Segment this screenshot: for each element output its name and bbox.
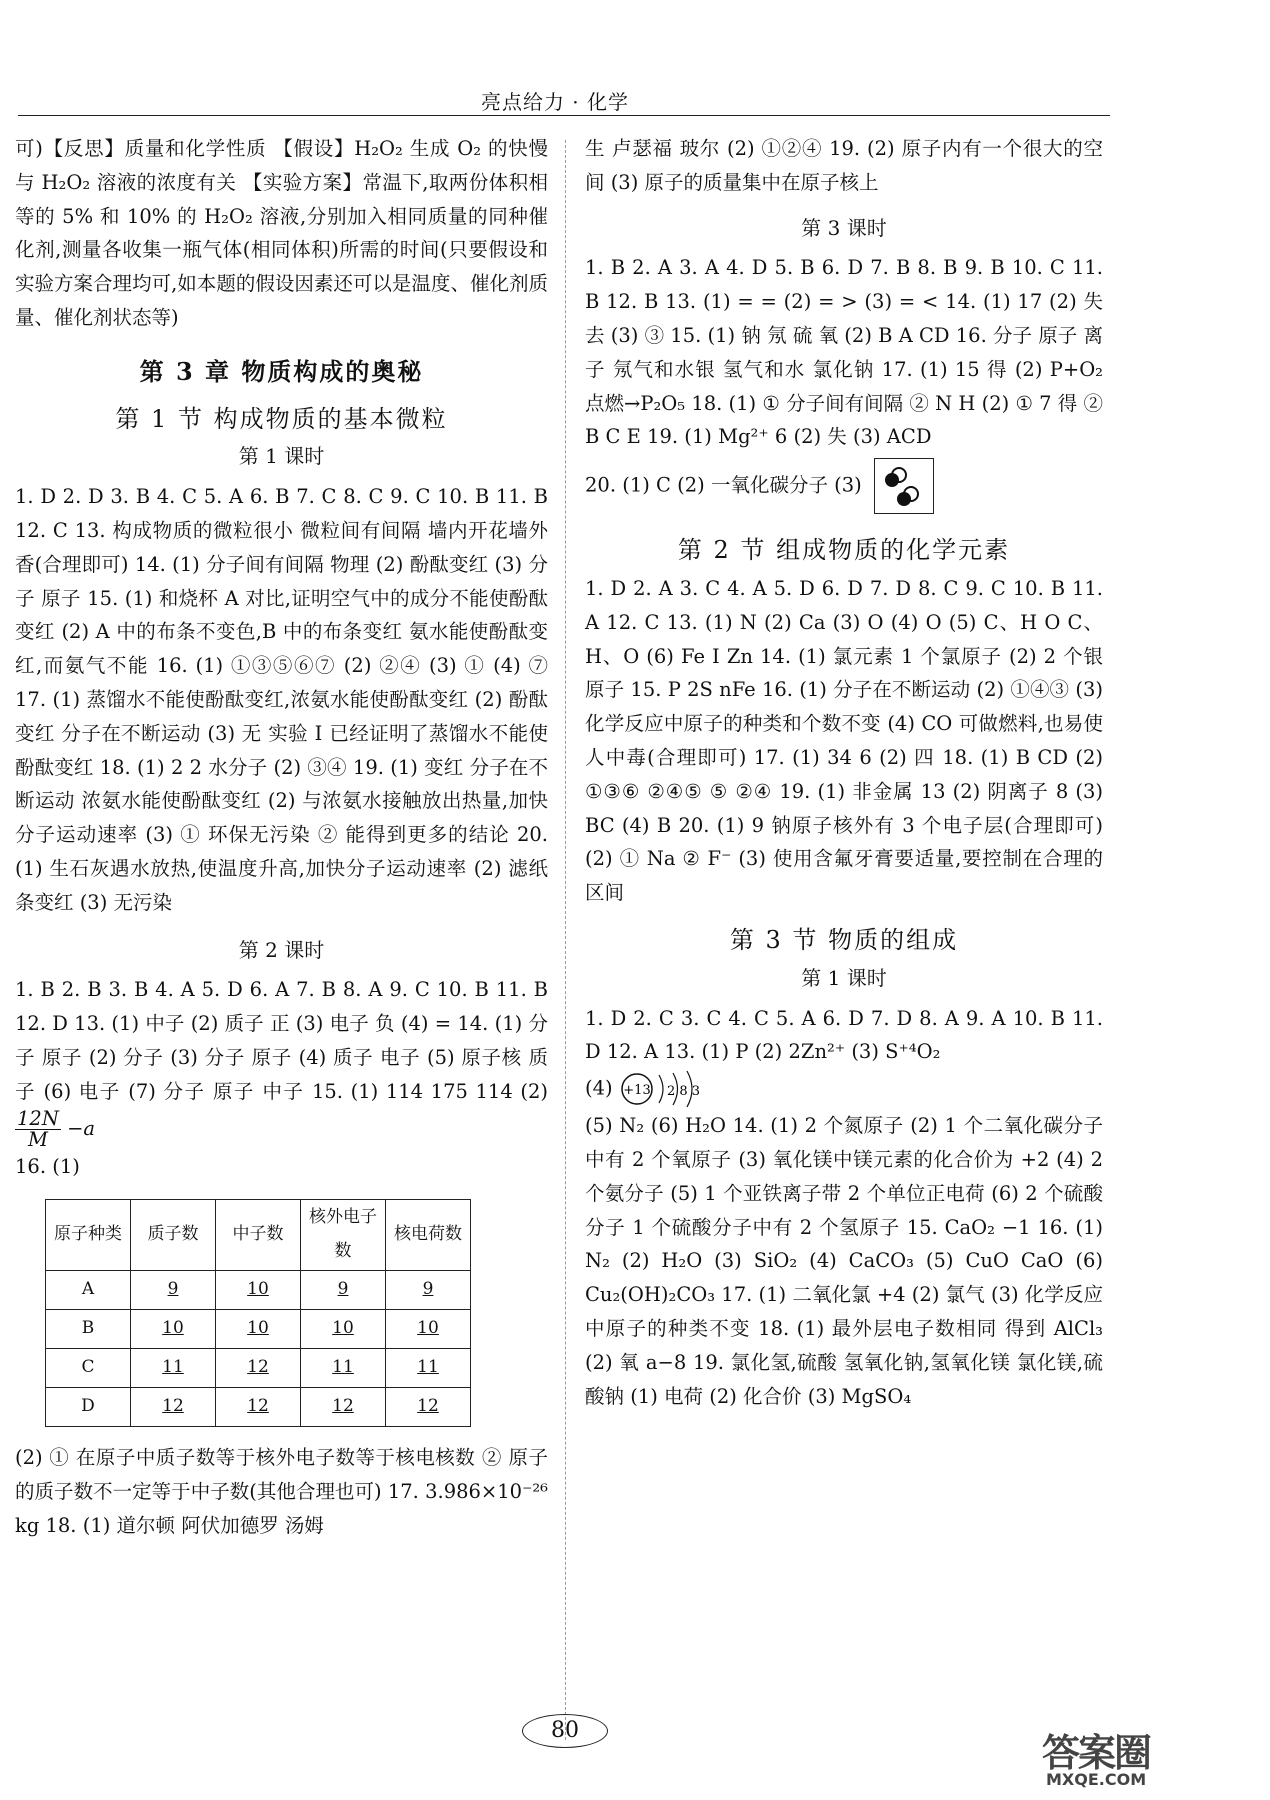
- running-header: 亮点给力 · 化学: [480, 90, 630, 114]
- section3-title: 第 3 节 物质的组成: [729, 925, 959, 954]
- table-row: [46, 1270, 471, 1309]
- table-cell: 10: [216, 1309, 301, 1348]
- table-header-row: [46, 1200, 471, 1271]
- q16-label: 16. (1): [15, 1154, 80, 1178]
- table-cell: 11: [386, 1348, 471, 1387]
- table-cell: 9: [386, 1270, 471, 1309]
- table-row: [46, 1348, 471, 1387]
- atom-table: [45, 1199, 471, 1427]
- table-header: 原子种类: [46, 1200, 131, 1271]
- q20-line: [585, 458, 1103, 514]
- table-cell: 10: [386, 1309, 471, 1348]
- fraction-tail: −a: [67, 1116, 96, 1140]
- table-cell: 12: [301, 1387, 386, 1426]
- section1-title: 第 1 节 构成物质的基本微粒: [115, 404, 448, 433]
- table-cell: 9: [301, 1270, 386, 1309]
- q13-4-label: (4): [585, 1076, 613, 1100]
- fraction-numerator: 12N: [17, 1106, 59, 1130]
- table-cell: 12: [216, 1348, 301, 1387]
- co-molecule-diagram: [874, 458, 934, 514]
- table-cell: 10: [131, 1309, 216, 1348]
- fraction: [15, 1106, 61, 1151]
- lesson2-answers-b: (2) ① 在原子中质子数等于核外电子数等于核电核数 ② 原子的质子数不一定等于中子数(其他合理也可) 17. 3.986×10⁻²⁶ kg 18. (1) 道尔顿 阿伏加德罗 汤姆: [15, 1445, 548, 1537]
- carbon-atom-icon: [885, 473, 899, 487]
- table-row: [46, 1387, 471, 1426]
- table-header: 质子数: [131, 1200, 216, 1271]
- table-header: 中子数: [216, 1200, 301, 1271]
- q20-text: 20. (1) C (2) 一氧化碳分子 (3): [585, 473, 862, 497]
- lesson3-title: 第 3 课时: [801, 215, 887, 240]
- table-header: 核外电子数: [301, 1200, 386, 1271]
- carbon-atom-icon: [897, 492, 911, 506]
- right-column: [585, 132, 1103, 1413]
- chapter-title: 第 3 章 物质构成的奥秘: [139, 356, 424, 386]
- table-cell: D: [46, 1387, 131, 1426]
- atom-structure-line: [585, 1069, 1103, 1109]
- header-rule: [18, 115, 1110, 116]
- fraction-denominator: M: [27, 1127, 48, 1151]
- watermark-url: MXQE.COM: [1046, 1770, 1147, 1789]
- nucleus-label: +13: [623, 1083, 651, 1099]
- table-cell: 12: [216, 1387, 301, 1426]
- table-cell: 11: [301, 1348, 386, 1387]
- section2-title: 第 2 节 组成物质的化学元素: [677, 536, 1011, 565]
- lesson3-answers: 1. B 2. A 3. A 4. D 5. B 6. D 7. B 8. B 9. B 10. C 11. B 12. B 13. (1) = = (2) = > (3) = < 14. (1) 17 (2) 失去 (3) ③ 15. (1) 钠 氖 硫 氧 (2) B A CD 16. 分子 原子 离子 氖气和水银 氢气和水 氯化钠 17. (1) 15 得 (2) P+O₂ 点燃→P₂O₅ 18. (1) ① 分子间有间隔 ② N H (2) ① 7 得 ② B C E 19. (1) Mg²⁺ 6 (2) 失 (3) ACD: [585, 256, 1103, 449]
- watermark-logo: [1042, 1722, 1151, 1789]
- table-cell: 10: [216, 1270, 301, 1309]
- watermark-main: 答案圈: [1042, 1731, 1151, 1775]
- shell-electrons: 2 8 3: [666, 1084, 700, 1100]
- table-cell: 10: [301, 1309, 386, 1348]
- table-cell: 11: [131, 1348, 216, 1387]
- left-column: [15, 132, 548, 1542]
- table-cell: 9: [131, 1270, 216, 1309]
- lesson2-title: 第 2 课时: [238, 937, 325, 962]
- lesson1-answers: 1. D 2. D 3. B 4. C 5. A 6. B 7. C 8. C 9. C 10. B 11. B 12. C 13. 构成物质的微粒很小 微粒间有间隔 墙内开花墙外香(合理即可) 14. (1) 分子间有间隔 物理 (2) 酚酞变红 (3) 分子 原子 15. (1) 和烧杯 A 对比,证明空气中的成分不能使酚酞变红 (2) A 中的布条不变色,B 中的布条变红 氨水能使酚酞变红,而氨气不能 16. (1) ①③⑤⑥⑦ (2) ②④ (3) ① (4) ⑦ 17. (1) 蒸馏水不能使酚酞变红,浓氨水能使酚酞变红 (2) 酚酞变红 分子在不断运动 (3) 无 实验 Ⅰ 已经证明了蒸馏水不能使酚酞变红 18. (1) 2 2 水分子 (2) ③④ 19. (1) 变红 分子在不断运动 浓氨水能使酚酞变红 (2) 与浓氨水接触放出热量,加快分子运动速率 (3) ① 环保无污染 ② 能得到更多的结论 20. (1) 生石灰遇水放热,使温度升高,加快分子运动速率 (2) 滤纸条变红 (3) 无污染: [15, 485, 548, 914]
- right-top-text: 生 卢瑟福 玻尔 (2) ①②④ 19. (2) 原子内有一个很大的空间 (3) 原子的质量集中在原子核上: [585, 137, 1103, 194]
- section3-answers-b: (5) N₂ (6) H₂O 14. (1) 2 个氮原子 (2) 1 个二氧化碳分子中有 2 个氧原子 (3) 氧化镁中镁元素的化合价为 +2 (4) 2 个氨分子 (5) 1 个亚铁离子带 2 个单位正电荷 (6) 2 个硫酸分子 1 个硫酸分子中有 2 个氢原子 15. CaO₂ −1 16. (1) N₂ (2) H₂O (3) SiO₂ (4) CaCO₃ (5) CuO CaO (6) Cu₂(OH)₂CO₃ 17. (1) 二氧化氯 +4 (2) 氯气 (3) 化学反应中原子的种类不变 18. (1) 最外层电子数相同 得到 AlCl₃ (2) 氧 a−8 19. 氯化氢,硫酸 氢氧化钠,氢氧化镁 氯化镁,硫酸钠 (1) 电荷 (2) 化合价 (3) MgSO₄: [585, 1114, 1103, 1408]
- section3-lesson-title: 第 1 课时: [801, 965, 887, 990]
- table-cell: 12: [131, 1387, 216, 1426]
- table-cell: B: [46, 1309, 131, 1348]
- table-cell: C: [46, 1348, 131, 1387]
- intro-text: 可)【反思】质量和化学性质 【假设】H₂O₂ 生成 O₂ 的快慢与 H₂O₂ 溶液的浓度有关 【实验方案】常温下,取两份体积相等的 5% 和 10% 的 H₂O₂ 溶液,分别加入相同质量的同种催化剂,测量各收集一瓶气体(相同体积)所需的时间(只要假设和实验方案合理均可,如本题的假设因素还可以是温度、催化剂质量、催化剂状态等): [15, 137, 548, 329]
- table-cell: A: [46, 1270, 131, 1309]
- lesson1-title: 第 1 课时: [238, 444, 325, 469]
- table-row: [46, 1309, 471, 1348]
- page-number: 80: [551, 1718, 579, 1743]
- table-header: 核电荷数: [386, 1200, 471, 1271]
- section3-answers-a: 1. D 2. C 3. C 4. C 5. A 6. D 7. D 8. A 9. A 10. B 11. D 12. A 13. (1) P (2) 2Zn²⁺ (3) S⁺⁴O₂: [585, 1006, 1103, 1064]
- lesson2-text-a: 1. B 2. B 3. B 4. A 5. D 6. A 7. B 8. A 9. C 10. B 11. B 12. D 13. (1) 中子 (2) 质子 正 (3) 电子 负 (4) = 14. (1) 分子 原子 (2) 分子 (3) 分子 原子 (4) 质子 电子 (5) 原子核 质子 (6) 电子 (7) 分子 原子 中子 15. (1) 114 175 114 (2): [15, 978, 548, 1103]
- table-cell: 12: [386, 1387, 471, 1426]
- lesson2-answers-a: [15, 973, 548, 1149]
- column-divider: [565, 140, 566, 1740]
- section2-answers: 1. D 2. A 3. C 4. A 5. D 6. D 7. D 8. C 9. C 10. B 11. A 12. C 13. (1) N (2) Ca (3) O (4) O (5) C、H O C、H、O (6) Fe I Zn 14. (1) 氯元素 1 个氯原子 (2) 2 个银原子 15. P 2S nFe 16. (1) 分子在不断运动 (2) ①④③ (3) 化学反应中原子的种类和个数不变 (4) CO 可做燃料,也易使人中毒(合理即可) 17. (1) 34 6 (2) 四 18. (1) B CD (2) ①③⑥ ②④⑤ ⑤ ②④ 19. (1) 非金属 13 (2) 阴离子 8 (3) BC (4) B 20. (1) 9 钠原子核外有 3 个电子层(合理即可) (2) ① Na ② F⁻ (3) 使用含氟牙膏要适量,要控制在合理的区间: [585, 576, 1103, 905]
- aluminum-atom-structure-icon: [619, 1069, 709, 1109]
